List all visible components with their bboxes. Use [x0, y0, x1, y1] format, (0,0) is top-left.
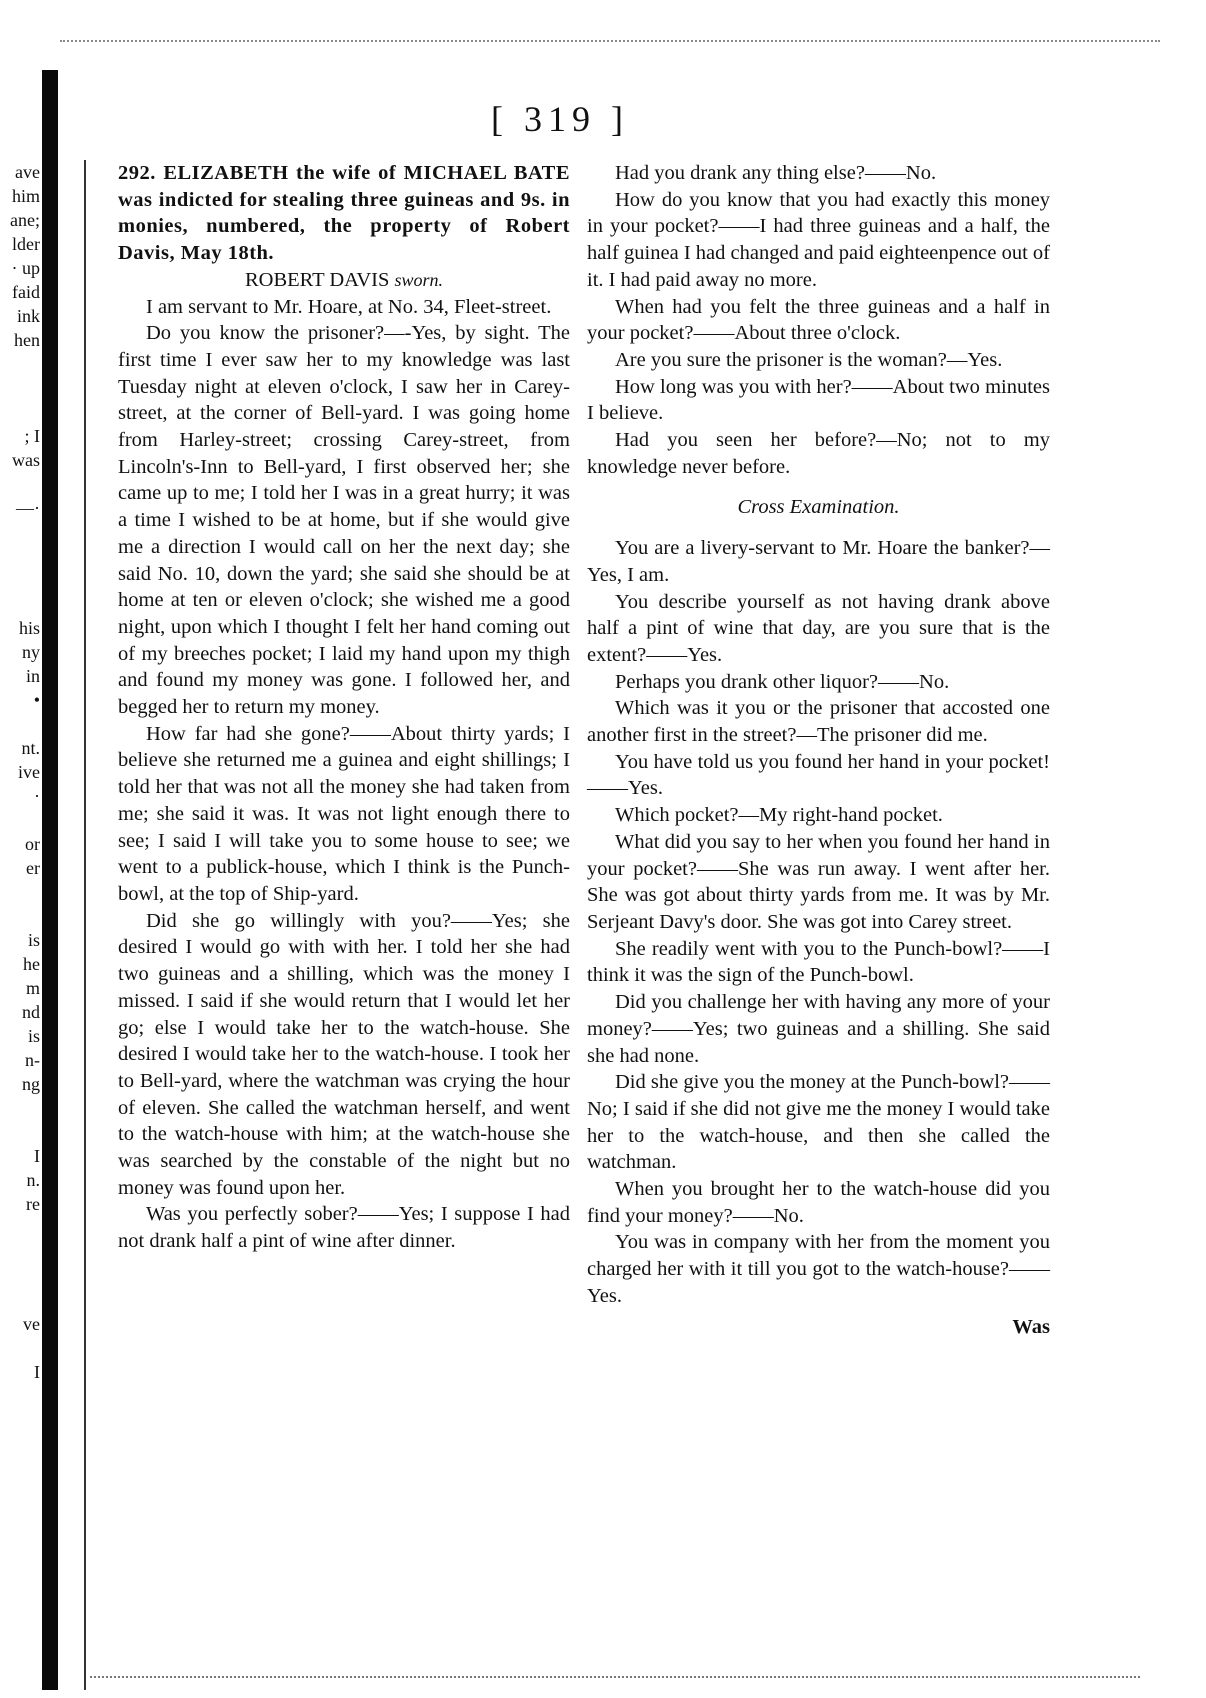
- bleed-fragment: I: [34, 1146, 40, 1166]
- paragraph: Are you sure the prisoner is the woman?—Yes.: [615, 348, 1003, 371]
- bleed-fragment: [0, 376, 40, 400]
- bleed-fragment: [0, 904, 40, 928]
- bleed-fragment: hen: [14, 330, 40, 350]
- bleed-fragment: nt.: [21, 738, 40, 758]
- bleed-fragment: [0, 568, 40, 592]
- bleed-fragment: ve: [23, 1314, 40, 1334]
- bleed-fragment: er: [26, 858, 40, 878]
- bleed-fragment: [0, 808, 40, 832]
- paragraph: When had you felt the three guineas and a half in your pocket?——About three o'clock.: [587, 295, 1050, 345]
- paragraph: Did you challenge her with having any more of your money?——Yes; two guineas and a shilling. She said she had none.: [587, 991, 1050, 1067]
- catchword: Was: [1012, 1315, 1050, 1338]
- gutter-line: [84, 160, 86, 1690]
- bleed-fragment: [0, 712, 40, 736]
- case-intro: 292. ELIZABETH the wife of MICHAEL BATE was indicted for stealing three guineas and 9s. in monies, numbered, the property of Robert Davis, May 18th.: [118, 162, 570, 265]
- bleed-fragment: was: [12, 450, 40, 470]
- paragraph: You are a livery-servant to Mr. Hoare the banker?—Yes, I am.: [587, 537, 1050, 586]
- bleed-fragment: n.: [26, 1170, 40, 1190]
- page-number: [ 319 ]: [491, 99, 629, 139]
- witness-heading: [118, 267, 570, 294]
- paragraph: What did you say to her when you found her hand in your pocket?——She was run away. I went after her. She was got about thirty yards from me. It was by Mr. Serjeant Davy's door. She was got into Carey street.: [587, 830, 1050, 933]
- bleed-fragment: [0, 1240, 40, 1264]
- bleed-fragment: faid: [12, 282, 40, 302]
- bleed-fragment: —·: [16, 498, 40, 518]
- paragraph: You have told us you found her hand in your pocket!——Yes.: [587, 750, 1050, 800]
- bleed-fragment: ink: [16, 306, 40, 326]
- paragraph: Which was it you or the prisoner that accosted one another first in the street?—The prisoner did me.: [587, 697, 1050, 747]
- paragraph: When you brought her to the watch-house did you find your money?——No.: [587, 1178, 1050, 1227]
- paragraph: I am servant to Mr. Hoare, at No. 34, Fleet-street.: [146, 295, 552, 318]
- bleed-fragment: ·: [34, 786, 40, 806]
- bleed-fragment: him: [11, 186, 40, 206]
- paragraph: How long was you with her?——About two minutes I believe.: [587, 375, 1050, 425]
- paragraph: How far had she gone?——About thirty yards; I believe she returned me a guinea and eight shillings; I told her that was not all the money she had taken from me; she said it was. It was not light enough there to see; I said I will take you to some house to see; we went to a publick-house, which I think is the Punch-bowl, at the top of Ship-yard.: [118, 722, 570, 905]
- bleed-fragment: ane;: [10, 210, 40, 230]
- bleed-fragment: [0, 544, 40, 568]
- paragraph: You describe yourself as not having drank above half a pint of wine that day, are you sure that is the extent?——Yes.: [587, 590, 1050, 666]
- right-column: [587, 160, 1050, 1340]
- bleed-fragment: [0, 520, 40, 544]
- bleed-fragment: [0, 1264, 40, 1288]
- bleed-fragment: · up: [11, 258, 40, 278]
- left-column: [118, 160, 570, 1255]
- bleed-fragment: he: [23, 954, 40, 974]
- bleed-fragment: [0, 400, 40, 424]
- paragraph: How do you know that you had exactly this money in your pocket?——I had three guineas and a half, the half guinea I had changed and paid eighteenpence out of it. I had paid away no more.: [587, 188, 1050, 291]
- paragraph: Did she give you the money at the Punch-bowl?——No; I said if she did not give me the money I would take her to the watch-house, and then she called the watchman.: [587, 1071, 1050, 1174]
- scan-edge-top: [60, 40, 1160, 44]
- bleed-fragment: ave: [15, 162, 40, 182]
- bleed-fragment: re: [26, 1194, 40, 1214]
- bleed-fragment: ng: [22, 1074, 40, 1094]
- bleed-fragment: ive: [18, 762, 40, 782]
- bleed-fragment: [0, 880, 40, 904]
- bleed-fragment: [0, 1120, 40, 1144]
- bleed-fragment: nd: [22, 1002, 40, 1022]
- binding-shadow: [42, 70, 58, 1690]
- scan-edge-bottom: [90, 1676, 1140, 1680]
- witness-name: ROBERT DAVIS: [244, 268, 390, 291]
- bleed-fragment: [0, 352, 40, 376]
- bleed-fragment: [0, 1096, 40, 1120]
- bleed-fragment: is: [27, 930, 40, 950]
- bleed-fragment: ; I: [24, 426, 40, 446]
- paragraph: Was you perfectly sober?——Yes; I suppose I had not drank half a pint of wine after dinner.: [118, 1203, 570, 1253]
- bleed-fragment: [0, 472, 40, 496]
- bleed-fragment: [0, 1336, 40, 1360]
- bleed-fragment: is: [27, 1026, 40, 1046]
- paragraph: Do you know the prisoner?—-Yes, by sight. The first time I ever saw her to my knowledge was last Tuesday night at eleven o'clock, I saw her in Carey-street, at the corner of Bell-yard. I was going home from Harley-street; crossing Carey-street, from Lincoln's-Inn to Bell-yard, I first observed her; she came up to me; I told her I was in a great hurry; it was a time I wished to be at home, but if she would give me a direction I would call on her the next day; she said No. 10, down the yard; she said she should be at home at ten or eleven o'clock; she wished me a good night, upon which I thought I felt her hand coming out of my breeches pocket; I laid my hand upon my thigh and found my money was gone. I followed her, and begged her to return my money.: [118, 322, 570, 719]
- paragraph: Which pocket?—My right-hand pocket.: [615, 804, 943, 827]
- bleed-fragment: [0, 1216, 40, 1240]
- bleed-fragment: ny: [22, 642, 40, 662]
- bleed-fragment: n-: [25, 1050, 40, 1070]
- bleed-fragment: lder: [12, 234, 40, 254]
- witness-status: sworn.: [394, 269, 444, 290]
- paragraph: She readily went with you to the Punch-bowl?——I think it was the sign of the Punch-bowl.: [587, 937, 1050, 987]
- paragraph: Had you drank any thing else?——No.: [615, 162, 937, 184]
- paragraph: You was in company with her from the moment you charged her with it till you got to the watch-house?——Yes.: [587, 1231, 1050, 1307]
- bleed-fragment: in: [25, 666, 40, 686]
- section-heading: Cross Examination.: [737, 496, 900, 519]
- paragraph: Perhaps you drank other liquor?——No.: [615, 670, 950, 693]
- bleed-fragment: I: [34, 1362, 40, 1382]
- paragraph: Had you seen her before?—No; not to my knowledge never before.: [587, 429, 1050, 478]
- bleed-fragment: [0, 1288, 40, 1312]
- bleed-fragment: [0, 592, 40, 616]
- bleed-fragment: his: [18, 618, 40, 638]
- facing-page-bleed: [0, 160, 40, 1384]
- bleed-fragment: m: [25, 978, 40, 998]
- bleed-fragment: •: [33, 690, 40, 710]
- bleed-fragment: or: [25, 834, 40, 854]
- paragraph: Did she go willingly with you?——Yes; she desired I would go with with her. I told her she had two guineas and a shilling, which was the money I missed. I said if she would return that I would let her go; else I would take her to the watch-house. She desired I would take her to the watch-house. I took her to Bell-yard, where the watchman was crying the hour of eleven. She called the watchman herself, and went to the watch-house with him; at the watch-house she was searched by the constable of the night but no money was found upon her.: [118, 909, 570, 1199]
